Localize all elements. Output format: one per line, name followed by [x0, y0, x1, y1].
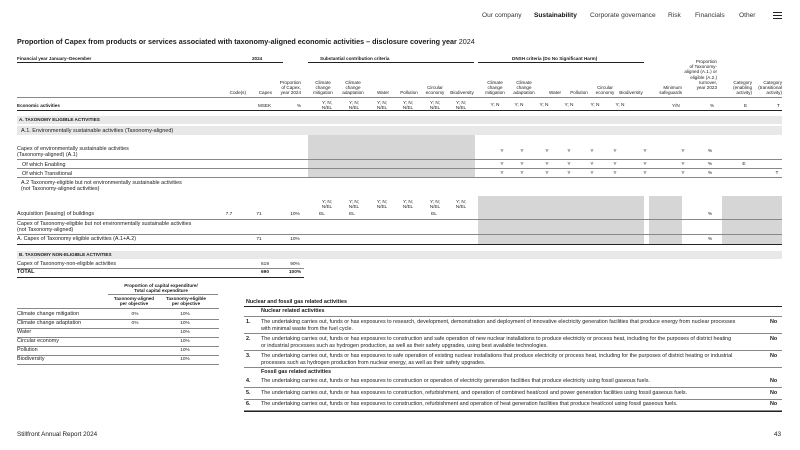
- b-row-capex: 619: [260, 262, 269, 267]
- a1-title: A.1. Environmentally sustainable activities (Taxonomy-aligned): [21, 128, 174, 134]
- y-cell: Y: [681, 149, 685, 154]
- a2-min-grey: [649, 196, 682, 244]
- scc-unit: Y; N; N/EL: [402, 100, 414, 111]
- enabling-e-cell: E: [742, 162, 746, 167]
- nuclear-divider: [244, 387, 782, 388]
- y-cell: Y: [613, 171, 617, 176]
- a2-cat-grey: [722, 196, 782, 244]
- col-scc-cca: Climate change adaptation: [342, 80, 364, 96]
- prop-row-divider: [17, 355, 219, 356]
- economic-activities-label: Economic activities: [17, 103, 60, 108]
- col-scc-pollution: Pollution: [400, 90, 418, 95]
- a2-scc-unit: Y; N; N/EL: [321, 199, 333, 210]
- nav-other[interactable]: Other: [739, 12, 756, 19]
- prop-row-eligible: 10%: [180, 330, 190, 335]
- scc-unit: Y; N; N/EL: [321, 100, 333, 111]
- dnsh-unit: Y; N: [514, 103, 524, 108]
- y-cell: Y: [520, 171, 524, 176]
- a2-scc-unit: Y; N; N/EL: [429, 199, 441, 210]
- section-a-band: [17, 116, 782, 124]
- dnsh-group-label: DNSH criteria (Do No Significant Harm): [512, 56, 598, 61]
- nuclear-item-value: No: [770, 390, 778, 396]
- prop-row-label: Climate change adaptation: [17, 320, 82, 326]
- nuclear-item-number: 6.: [246, 401, 251, 407]
- pct-cell: %: [707, 162, 713, 167]
- transitional-t-cell: T: [775, 171, 779, 176]
- y-cell: Y: [500, 162, 504, 167]
- nav-financials[interactable]: Financials: [695, 12, 725, 19]
- pct-cell: %: [707, 149, 713, 154]
- unit-t: T: [777, 103, 780, 108]
- nuclear-item-value: No: [770, 378, 778, 384]
- col-dnsh-cca: Climate change adaptation: [513, 80, 535, 96]
- nuclear-sub1: Nuclear related activities: [261, 308, 325, 314]
- nuclear-item-value: No: [770, 319, 778, 325]
- scc-unit: Y; N; N/EL: [348, 100, 360, 111]
- a2-dnsh-grey: [478, 196, 644, 244]
- a2-scc-unit: Y; N; N/EL: [402, 199, 414, 210]
- pct-cell: %: [707, 171, 713, 176]
- nuclear-item-text: The undertaking carries out, funds or has exposures to construction and safe operation of new nuclear installations to produce electricity or process heat, including for the purposes of district heating or industrial processes such as hydrogen production, as well as their safety upgrades, using best available technologies.: [261, 336, 732, 349]
- col-scc-ccm: Climate change mitigation: [313, 80, 333, 96]
- page-title: Proportion of Capex from products or services associated with taxonomy-aligned economic activities – disclosure covering year 2024: [17, 37, 475, 46]
- col-minimum-safeguards: Minimum safeguards: [659, 85, 682, 96]
- acq-prop: 10%: [290, 212, 300, 217]
- dnsh-unit: Y; N: [590, 103, 600, 108]
- dnsh-unit: Y; N: [564, 103, 574, 108]
- col-dnsh-biodiversity: Biodiversity: [619, 90, 643, 95]
- total-label: TOTAL: [17, 269, 35, 275]
- acq-ccm: EL: [319, 212, 325, 217]
- nuclear-divider: [244, 399, 782, 400]
- prop-row-eligible: 10%: [180, 312, 190, 317]
- y-cell: Y: [681, 171, 685, 176]
- section-b-title: B. TAXONOMY NON-ELIGIBLE ACTIVITIES: [19, 252, 112, 257]
- y-cell: Y: [567, 171, 571, 176]
- unit-pct-2023: %: [710, 103, 715, 108]
- nav-risk[interactable]: Risk: [668, 12, 681, 19]
- unit-yn: Y/N: [672, 103, 680, 108]
- footer-report-name: Stillfront Annual Report 2024: [17, 431, 98, 438]
- prop-row-aligned: 0%: [131, 312, 139, 317]
- nav-our-company[interactable]: Our company: [482, 12, 522, 19]
- prop-col-eligible: Taxonomy-eligible per objective: [166, 296, 206, 307]
- prop-row-label: Biodiversity: [17, 356, 45, 362]
- y-cell: Y: [681, 162, 685, 167]
- prop-row-label: Circular economy: [17, 338, 59, 344]
- acq-circ: EL: [431, 212, 437, 217]
- col-proportion-2023: Proportion of Taxonomy- aligned (A.1.) or eligible (A.2.) turnover, year 2023: [684, 59, 717, 91]
- y-cell: Y: [613, 149, 617, 154]
- col-scc-water: Water: [376, 90, 390, 95]
- y-cell: Y: [643, 149, 647, 154]
- nuclear-item-value: No: [770, 336, 778, 342]
- prop-row-divider: [17, 364, 219, 365]
- prop-row-eligible: 10%: [180, 321, 190, 326]
- nuclear-divider: [244, 367, 782, 368]
- prop-row-eligible: 10%: [180, 339, 190, 344]
- y-cell: Y: [567, 149, 571, 154]
- prop-row-eligible: 10%: [180, 348, 190, 353]
- nuclear-item-number: 1.: [246, 319, 251, 325]
- y-cell: Y: [613, 162, 617, 167]
- nuclear-item-number: 4.: [246, 378, 251, 384]
- y-cell: Y: [500, 149, 504, 154]
- scc-group-label: Substantial contribution criteria: [320, 56, 390, 61]
- y-cell: Y: [590, 149, 594, 154]
- dnsh-unit: Y; N: [539, 103, 549, 108]
- y-cell: Y: [545, 171, 549, 176]
- a-total-capex: 71: [256, 237, 262, 242]
- fy-label: Financial year January–December: [17, 56, 92, 61]
- nuclear-item-text: The undertaking carries out, funds or has exposures to construction, refurbishment, and operation of combined heat/cool and power generation facilities using fossil gaseous fuels.: [261, 390, 688, 396]
- nuclear-divider: [244, 350, 782, 351]
- nuclear-divider: [244, 333, 782, 334]
- col-transitional: Category (transitional activity): [758, 80, 782, 96]
- acq-capex: 71: [256, 212, 262, 217]
- y-cell: Y: [500, 171, 504, 176]
- top-nav: [0, 0, 800, 32]
- nuclear-item-text: The undertaking carries out, funds or has exposures to research, development, demonstration and deployment of innovative electricity generation facilities that produce energy from nuclear processes with minimal waste from the fuel cycle.: [261, 319, 736, 332]
- prop-row-divider: [17, 328, 219, 329]
- a2-scc-unit: Y; N; N/EL: [348, 199, 360, 210]
- a-total-prop: 10%: [290, 237, 300, 242]
- section-a-title: A. TAXONOMY ELIGIBLE ACTIVITIES: [19, 117, 100, 122]
- dnsh-unit: Y; N: [490, 103, 500, 108]
- y-cell: Y: [590, 171, 594, 176]
- a2-scc-unit: Y; N; N/EL: [376, 199, 388, 210]
- y-cell: Y: [643, 171, 647, 176]
- nav-corporate-governance[interactable]: Corporate governance: [590, 12, 656, 19]
- y-cell: Y: [520, 162, 524, 167]
- unit-e: E: [744, 103, 748, 108]
- unit-pct: %: [297, 103, 302, 108]
- prop-row-label: Climate change mitigation: [17, 311, 80, 317]
- y-cell: Y: [520, 149, 524, 154]
- section-b-band: [17, 251, 782, 259]
- nuclear-sub2: Fossil gas related activities: [261, 369, 332, 375]
- acq-label: Acquisition (leasing) of buildings: [17, 211, 95, 217]
- col-capex: Capex: [258, 90, 272, 95]
- col-dnsh-pollution: Pollution: [570, 90, 588, 95]
- menu-icon[interactable]: [773, 12, 782, 19]
- nuclear-item-number: 2.: [246, 336, 251, 342]
- nuclear-bottom: [244, 411, 782, 412]
- col-dnsh-water: Water: [548, 90, 562, 95]
- prop-row-aligned: 0%: [131, 321, 139, 326]
- y-cell: Y: [567, 162, 571, 167]
- prop-table-header: Proportion of capital expenditure/ Total capital expenditure: [124, 283, 198, 294]
- transitional-label: Of which Transitional: [22, 171, 73, 177]
- b-row-label: Capex of Taxonomy-non-eligible activities: [17, 261, 117, 267]
- col-scc-biodiversity: Biodiversity: [450, 90, 474, 95]
- nuclear-item-text: The undertaking carries out, funds or has exposures to construction or operation of electricity generation facilities that produce electricity using fossil gaseous fuels.: [261, 378, 650, 384]
- acq-code: 7.7: [225, 212, 233, 217]
- nuclear-item-number: 5.: [246, 390, 251, 396]
- nav-sustainability[interactable]: Sustainability: [534, 12, 577, 19]
- prop-row-label: Pollution: [17, 347, 38, 353]
- col-code: Code(s): [229, 90, 246, 95]
- a1-capex-label: Capex of environmentally sustainable activities (Taxonomy-aligned) (A.1): [17, 146, 129, 159]
- col-dnsh-circular: Circular economy: [595, 85, 615, 96]
- a2-scc-unit: Y; N; N/EL: [455, 199, 467, 210]
- nuclear-item-text: The undertaking carries out, funds or has exposures to safe operation of existing nuclear installations that produce electricity or process heat, including for the purposes of district heating or industrial processes such as hydrogen production from nuclear energy, as well as their safety upgrades.: [261, 353, 733, 366]
- a2-capex-label: Capex of Taxonomy-eligible but not environmentally sustainable activities (not Taxonomy-aligned): [17, 221, 192, 234]
- year-label: 2024: [252, 56, 263, 61]
- y-cell: Y: [643, 162, 647, 167]
- a-total-prop23: %: [707, 237, 713, 242]
- footer-page-number: 43: [774, 431, 782, 438]
- dnsh-unit: Y; N: [615, 103, 625, 108]
- prop-row-label: Water: [17, 329, 32, 335]
- nuclear-item-value: No: [770, 353, 778, 359]
- acq-prop23: %: [707, 212, 713, 217]
- prop-col-aligned: Taxonomy-aligned per objective: [113, 296, 155, 307]
- prop-row-eligible: 10%: [180, 357, 190, 362]
- scc-unit: Y; N; N/EL: [429, 100, 441, 111]
- col-dnsh-ccm: Climate change mitigation: [485, 80, 505, 96]
- col-scc-circular: Circular economy: [425, 85, 445, 96]
- total-prop: 100%: [288, 270, 302, 275]
- col-proportion: Proportion of Capex, year 2024: [279, 80, 301, 96]
- enabling-label: Of which Enabling: [22, 162, 66, 168]
- a-total-label: A. Capex of Taxonomy eligible activities (A.1+A.2): [17, 236, 137, 242]
- y-cell: Y: [590, 162, 594, 167]
- a2-title: A.2 Taxonomy-eligible but not environmentally sustainable activities (not Taxonomy-aligned activities): [21, 180, 182, 193]
- prop-row-divider: [17, 346, 219, 347]
- nuclear-item-text: The undertaking carries out, funds or has exposures to construction, refurbishment and operation of heat generation facilities that produce heat/cool using fossil gaseous fuels.: [261, 401, 678, 407]
- col-enabling: Category (enabling activity): [733, 80, 752, 96]
- scc-unit: Y; N; N/EL: [376, 100, 388, 111]
- y-cell: Y: [545, 149, 549, 154]
- unit-msek: MSEK: [258, 103, 272, 108]
- nuclear-item-number: 3.: [246, 353, 251, 359]
- nuclear-title: Nuclear and fossil gas related activities: [246, 299, 347, 305]
- nuclear-item-value: No: [770, 401, 778, 407]
- b-row-prop: 90%: [290, 262, 300, 267]
- acq-cca: EL: [349, 212, 355, 217]
- y-cell: Y: [545, 162, 549, 167]
- scc-unit: Y; N; N/EL: [455, 100, 467, 111]
- total-capex: 690: [260, 270, 269, 275]
